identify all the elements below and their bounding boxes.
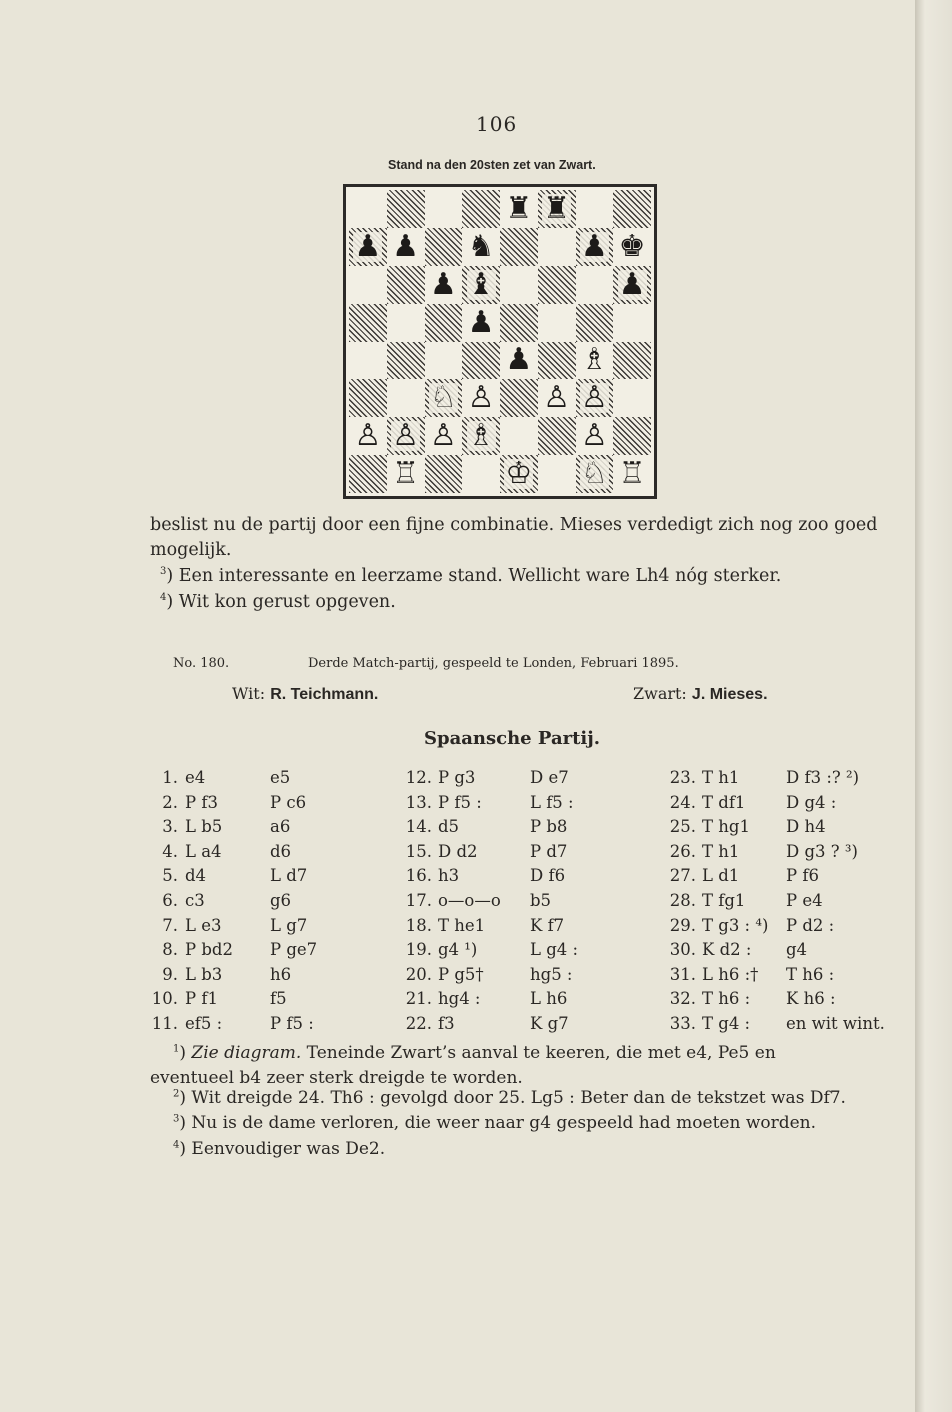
footnote-3b: $^3$) Nu is de dame verloren, die weer naar g4 gespeeld had moeten worden.: [173, 1113, 817, 1133]
chess-piece-icon: ♙: [354, 418, 382, 454]
black-move: e5: [270, 768, 291, 787]
board-square: [349, 379, 387, 417]
black-move: K g7: [530, 1014, 569, 1033]
board-square: [500, 342, 538, 380]
black-move: L d7: [270, 866, 308, 886]
move-number: 15.: [405, 841, 432, 861]
white-move: L a4: [185, 841, 222, 861]
white-move: h3: [438, 866, 460, 886]
move-number: 23.: [669, 768, 696, 787]
move-number: 8.: [162, 940, 178, 960]
board-square: [349, 266, 387, 304]
chess-piece-icon: ♟: [618, 266, 646, 302]
move-number: 25.: [669, 817, 696, 837]
white-move: T df1: [702, 792, 746, 812]
black-prefix: Zwart:: [633, 684, 687, 703]
move-number: 27.: [669, 866, 696, 886]
black-move: K h6 :: [786, 989, 836, 1009]
board-square: [425, 379, 463, 417]
move-number: 22.: [405, 1014, 432, 1033]
board-square: [613, 228, 651, 266]
page-number: 106: [476, 112, 518, 136]
move-number: 16.: [405, 866, 432, 886]
white-move: L b3: [185, 964, 223, 984]
board-square: [500, 190, 538, 228]
white-move: T g3 : ⁴): [702, 915, 769, 935]
white-move: f3: [438, 1014, 455, 1033]
black-move: P f5 :: [270, 1014, 314, 1033]
chess-piece-icon: ♟: [354, 228, 382, 264]
board-square: [462, 304, 500, 342]
white-move: L e3: [185, 915, 222, 935]
board-square: [538, 228, 576, 266]
game-info: Derde Match-partij, gespeeld te Londen, Februari 1895.: [308, 656, 679, 671]
board-square: [538, 304, 576, 342]
footnote-mark: 1: [173, 1043, 180, 1055]
chess-piece-icon: ♙: [543, 380, 571, 416]
move-number: 19.: [405, 940, 432, 960]
white-player-line: [232, 684, 378, 704]
black-move: D e7: [530, 768, 569, 787]
black-move: P d2 :: [786, 915, 835, 935]
move-number: 13.: [405, 792, 432, 812]
board-square: [613, 455, 651, 493]
board-square: [538, 342, 576, 380]
board-square: [349, 228, 387, 266]
board-square: [576, 342, 614, 380]
board-square: [462, 379, 500, 417]
white-move: P bd2: [185, 940, 233, 960]
board-square: [425, 228, 463, 266]
board-square: [500, 304, 538, 342]
board-square: [500, 379, 538, 417]
footnote-1-cont: eventueel b4 zeer sterk dreigde te worden.: [150, 1068, 523, 1088]
board-square: [576, 266, 614, 304]
move-number: 5.: [162, 866, 178, 886]
board-square: [349, 342, 387, 380]
white-move: D d2: [438, 841, 478, 861]
text-line: beslist nu de partij door een fijne combinatie. Mieses verdedigt zich nog zoo goed: [150, 515, 878, 535]
white-move: L h6 :†: [702, 964, 759, 984]
board-square: [387, 228, 425, 266]
chess-piece-icon: ♙: [580, 418, 608, 454]
board-square: [425, 455, 463, 493]
board-square: [613, 304, 651, 342]
footnote-4b: $^4$) Eenvoudiger was De2.: [173, 1139, 386, 1159]
black-move: P e4: [786, 891, 823, 910]
chess-piece-icon: ♙: [429, 418, 457, 454]
move-number: 1.: [162, 768, 178, 787]
black-player: J. Mieses.: [691, 686, 768, 703]
board-square: [425, 304, 463, 342]
white-move: T h1: [702, 841, 740, 861]
board-square: [576, 455, 614, 493]
black-move: L g4 :: [530, 940, 579, 960]
move-number: 6.: [162, 891, 178, 910]
board-square: [500, 417, 538, 455]
footnote-mark: 4: [160, 592, 167, 604]
board-square: [425, 190, 463, 228]
chess-piece-icon: ♟: [467, 304, 495, 340]
board-square: [613, 379, 651, 417]
footnote-3: $^3$) Een interessante en leerzame stand. Wellicht ware Lh4 nóg sterker.: [160, 566, 782, 586]
chess-piece-icon: ♟: [505, 342, 533, 378]
footnote-4: $^4$) Wit kon gerust opgeven.: [160, 592, 396, 612]
board-square: [500, 228, 538, 266]
black-move: g6: [270, 891, 292, 910]
move-number: 30.: [669, 940, 696, 960]
board-square: [613, 266, 651, 304]
white-move: L b5: [185, 817, 223, 837]
white-move: K d2 :: [702, 940, 752, 960]
white-move: g4 ¹): [438, 940, 478, 960]
white-move: c3: [185, 891, 205, 910]
board-square: [425, 417, 463, 455]
white-move: hg4 :: [438, 989, 481, 1009]
move-number: 21.: [405, 989, 432, 1009]
diagram-caption: Stand na den 20sten zet van Zwart.: [388, 158, 596, 172]
board-square: [462, 190, 500, 228]
board-square: [462, 228, 500, 266]
board-square: [425, 266, 463, 304]
chess-piece-icon: ♜: [543, 190, 571, 226]
chess-piece-icon: ♙: [580, 380, 608, 416]
move-number: 12.: [405, 768, 432, 787]
black-move: P c6: [270, 792, 307, 812]
board-square: [462, 417, 500, 455]
footnote-text: Wit kon gerust opgeven.: [178, 592, 396, 612]
move-number: 29.: [669, 915, 696, 935]
chess-piece-icon: ♔: [505, 456, 533, 492]
chess-piece-icon: ♟: [392, 228, 420, 264]
footnote-2: $^2$) Wit dreigde 24. Th6 : gevolgd door 25. Lg5 : Beter dan de tekstzet was Df7.: [173, 1088, 846, 1108]
game-number: No. 180.: [173, 656, 230, 671]
black-move: D f3 :? ²): [786, 768, 860, 787]
move-number: 20.: [405, 964, 432, 984]
white-move: T g4 :: [702, 1014, 751, 1033]
board-square: [538, 266, 576, 304]
footnote-text: Een interessante en leerzame stand. Wellicht ware Lh4 nóg sterker.: [178, 566, 782, 586]
board-square: [349, 304, 387, 342]
board-square: [538, 455, 576, 493]
chess-piece-icon: ♞: [467, 228, 495, 264]
white-prefix: Wit:: [232, 684, 266, 703]
white-move: e4: [185, 768, 206, 787]
white-move: d5: [438, 817, 460, 837]
white-move: P g5†: [438, 964, 484, 984]
chess-piece-icon: ♙: [467, 380, 495, 416]
board-square: [576, 417, 614, 455]
move-number: 2.: [162, 792, 178, 812]
white-move: P g3: [438, 768, 476, 787]
move-number: 10.: [151, 989, 178, 1009]
board-square: [349, 455, 387, 493]
black-move: h6: [270, 964, 292, 984]
black-move: a6: [270, 817, 291, 837]
black-move: L f5 :: [530, 792, 574, 812]
white-move: P f5 :: [438, 792, 482, 812]
board-square: [425, 342, 463, 380]
board-square: [387, 455, 425, 493]
white-move: ef5 :: [185, 1014, 223, 1033]
footnote-1: $^1$) Zie diagram. Teneinde Zwart’s aanval te keeren, die met e4, Pe5 en: [173, 1043, 776, 1063]
board-square: [538, 190, 576, 228]
white-move: T he1: [438, 915, 486, 935]
board-square: [462, 266, 500, 304]
chess-piece-icon: ♟: [429, 266, 457, 302]
white-move: o—o—o: [438, 891, 501, 910]
footnote-text: Nu is de dame verloren, die weer naar g4 gespeeld had moeten worden.: [191, 1113, 817, 1133]
footnote-mark: 4: [173, 1139, 180, 1151]
black-move: K f7: [530, 915, 565, 935]
board-square: [538, 379, 576, 417]
chess-piece-icon: ♖: [392, 456, 420, 492]
chess-piece-icon: ♟: [580, 228, 608, 264]
black-move: P d7: [530, 841, 568, 861]
footnote-mark: 3: [160, 566, 167, 578]
footnote-text: Teneinde Zwart’s aanval te keeren, die met e4, Pe5 en: [306, 1043, 776, 1063]
board-square: [500, 455, 538, 493]
move-number: 14.: [405, 817, 432, 837]
board-square: [613, 417, 651, 455]
black-player-line: [633, 684, 768, 704]
board-square: [576, 190, 614, 228]
black-move: hg5 :: [530, 964, 573, 984]
board-square: [387, 417, 425, 455]
black-move: P f6: [786, 866, 819, 886]
board-square: [576, 379, 614, 417]
board-square: [349, 190, 387, 228]
black-move: en wit wint.: [786, 1014, 885, 1033]
move-number: 32.: [669, 989, 696, 1009]
board-square: [613, 342, 651, 380]
board-square: [349, 417, 387, 455]
board-square: [462, 342, 500, 380]
white-move: P f1: [185, 989, 218, 1009]
black-move: P b8: [530, 817, 568, 837]
white-move: T h6 :: [702, 989, 751, 1009]
black-move: L g7: [270, 915, 308, 935]
black-move: d6: [270, 841, 292, 861]
move-number: 4.: [162, 841, 178, 861]
white-move: L d1: [702, 866, 740, 886]
footnote-mark: 3: [173, 1113, 180, 1125]
board-square: [538, 417, 576, 455]
move-number: 11.: [151, 1014, 178, 1033]
chess-piece-icon: ♝: [467, 266, 495, 302]
black-move: D g3 ? ³): [786, 841, 858, 861]
black-move: P ge7: [270, 940, 318, 960]
move-number: 9.: [162, 964, 178, 984]
board-square: [500, 266, 538, 304]
move-number: 28.: [669, 891, 696, 910]
black-move: L h6: [530, 989, 568, 1009]
chess-piece-icon: ♚: [618, 228, 646, 264]
white-move: T fg1: [702, 891, 746, 910]
chess-piece-icon: ♗: [580, 342, 608, 378]
move-number: 26.: [669, 841, 696, 861]
move-number: 24.: [669, 792, 696, 812]
page-edge: [915, 0, 952, 1412]
chess-piece-icon: ♘: [429, 380, 457, 416]
move-number: 17.: [405, 891, 432, 910]
board-square: [387, 342, 425, 380]
white-move: d4: [185, 866, 207, 886]
footnote-italic: Zie diagram.: [191, 1043, 302, 1063]
opening-title: Spaansche Partij.: [424, 728, 601, 749]
board-square: [387, 266, 425, 304]
move-number: 18.: [405, 915, 432, 935]
board-square: [576, 228, 614, 266]
board-square: [576, 304, 614, 342]
chess-diagram: [343, 184, 657, 499]
move-number: 33.: [669, 1014, 696, 1033]
footnote-text: Wit dreigde 24. Th6 : gevolgd door 25. Lg5 : Beter dan de tekstzet was Df7.: [191, 1088, 846, 1108]
board-square: [462, 455, 500, 493]
white-move: T h1: [702, 768, 740, 787]
board-square: [387, 379, 425, 417]
black-move: T h6 :: [786, 964, 835, 984]
board-square: [387, 304, 425, 342]
text-line: mogelijk.: [150, 540, 232, 560]
chess-piece-icon: ♖: [618, 456, 646, 492]
black-move: D h4: [786, 817, 826, 837]
footnote-text: Eenvoudiger was De2.: [191, 1139, 386, 1159]
chess-piece-icon: ♙: [392, 418, 420, 454]
black-move: b5: [530, 891, 552, 910]
chess-piece-icon: ♘: [580, 456, 608, 492]
black-move: f5: [270, 989, 287, 1009]
move-number: 7.: [162, 915, 178, 935]
black-move: D f6: [530, 866, 566, 886]
chess-board: [349, 190, 651, 493]
board-square: [387, 190, 425, 228]
footnote-mark: 2: [173, 1088, 180, 1100]
black-move: g4: [786, 940, 808, 960]
black-move: D g4 :: [786, 792, 837, 812]
chess-piece-icon: ♜: [505, 190, 533, 226]
white-player: R. Teichmann.: [270, 686, 379, 703]
board-square: [613, 190, 651, 228]
move-number: 3.: [162, 817, 178, 837]
white-move: T hg1: [702, 817, 750, 837]
move-number: 31.: [669, 964, 696, 984]
chess-piece-icon: ♗: [467, 418, 495, 454]
white-move: P f3: [185, 792, 218, 812]
